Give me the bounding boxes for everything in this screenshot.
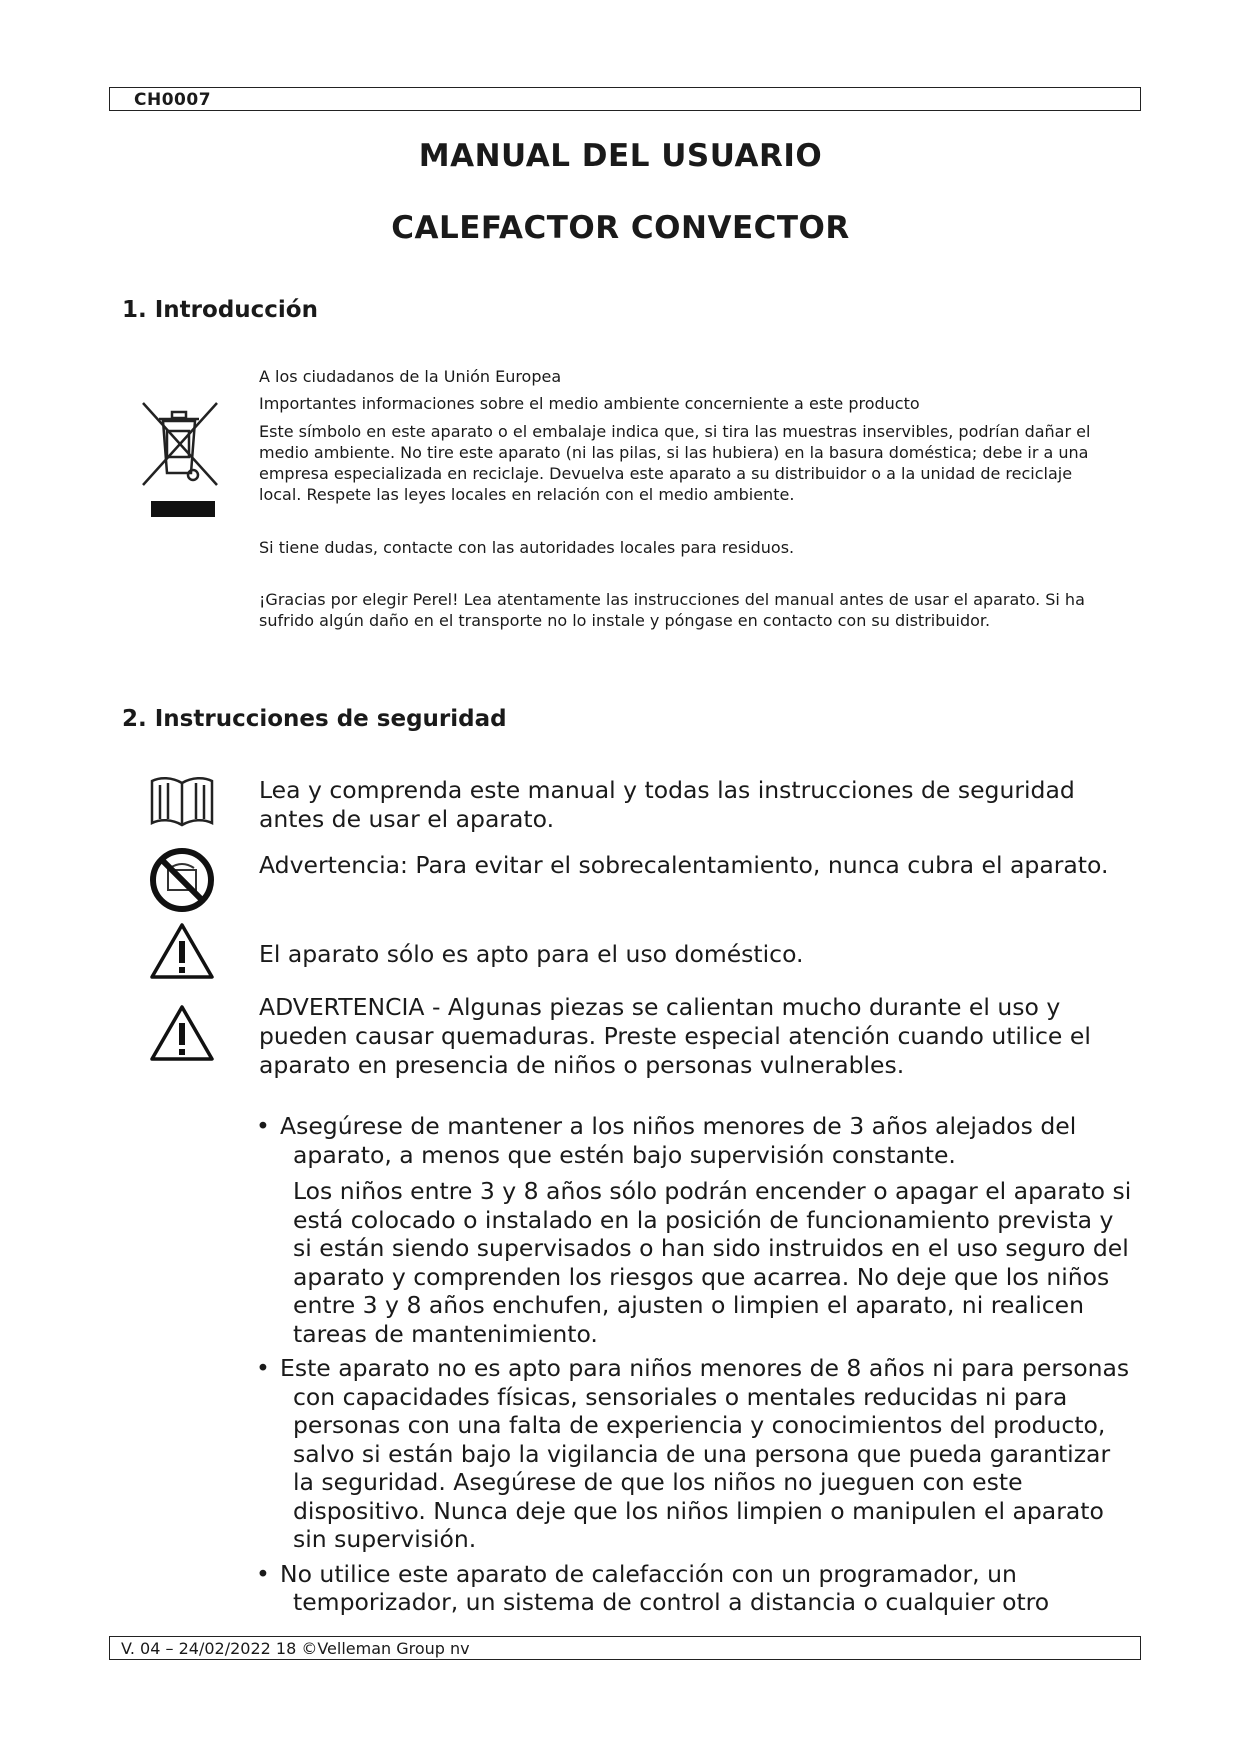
bullet-subparagraph: Los niños entre 3 y 8 años sólo podrán encender o apagar el aparato si está colocado o instalado en la posición de funcionamiento prevista y si están siendo supervisados o han sido instruidos en el uso seguro del aparato y comprenden los riesgos que acarrea. No deje que los niños entre 3 y 8 años enchufen, ajusten o limpien el aparato, ni realicen tareas de mantenimiento.: [293, 1177, 1132, 1348]
product-code: CH0007: [134, 90, 212, 110]
list-item: [256, 1112, 1136, 1348]
weee-crossed-bin-icon: [141, 401, 225, 521]
do-not-cover-icon: [148, 846, 216, 914]
read-manual-icon: [148, 775, 216, 829]
safety-hot-parts-text: ADVERTENCIA - Algunas piezas se calientan mucho durante el uso y pueden causar quemaduras. Preste especial atención cuando utilice el aparato en presencia de niños o personas vulnerables.: [259, 993, 1091, 1079]
bullet-dot: •: [256, 1354, 270, 1382]
intro-bold-environment: Importantes informaciones sobre el medio ambiente concerniente a este producto: [259, 394, 920, 413]
bullet-text: Este aparato no es apto para niños menores de 8 años ni para personas con capacidades físicas, sensoriales o mentales reducidas ni para personas con una falta de experiencia y conocimientos del producto, salvo si están bajo la vigilancia de una persona que pueda garantizar la seguridad. Asegúrese de que los niños no jueguen con este dispositivo. Nunca deje que los niños limpien o manipulen el aparato sin supervisión.: [280, 1354, 1130, 1553]
intro-bold-eu: A los ciudadanos de la Unión Europea: [259, 367, 562, 386]
safety-no-cover-text: Advertencia: Para evitar el sobrecalentamiento, nunca cubra el aparato.: [259, 851, 1109, 879]
intro-bold-contact: Si tiene dudas, contacte con las autoridades locales para residuos.: [259, 538, 795, 557]
safety-bullet-list: [256, 1112, 1136, 1623]
bullet-dot: •: [256, 1559, 270, 1588]
thanks-paragraph: ¡Gracias por elegir Perel! Lea atentamente las instrucciones del manual antes de usar el aparato. Si ha sufrido algún daño en el transporte no lo instale y póngase en contacto con su distribuidor.: [259, 590, 1085, 630]
bullet-dot: •: [256, 1112, 270, 1140]
footer-box: [109, 1636, 1141, 1660]
header-box: [109, 87, 1141, 111]
intro-paragraph: Este símbolo en este aparato o el embalaje indica que, si tira las muestras inservibles, podrían dañar el medio ambiente. No tire este aparato (ni las pilas, si las hubiera) en la basura doméstica; debe ir a una empresa especializada en reciclaje. Devuelva este aparato a su distribuidor o a la unidad de reciclaje local. Respete las leyes locales en relación con el medio ambiente.: [259, 422, 1091, 504]
section-heading-introduction: 1. Introducción: [122, 297, 318, 323]
list-item: [256, 1354, 1136, 1554]
section-heading-safety: 2. Instrucciones de seguridad: [122, 706, 507, 732]
bullet-text: Asegúrese de mantener a los niños menores de 3 años alejados del aparato, a menos que estén bajo supervisión constante.: [280, 1112, 1077, 1169]
safety-domestic-use-text: El aparato sólo es apto para el uso doméstico.: [259, 940, 804, 968]
warning-triangle-icon: [148, 921, 216, 981]
warning-triangle-icon: [148, 1003, 216, 1063]
product-title: CALEFACTOR CONVECTOR: [391, 210, 850, 246]
footer-text: V. 04 – 24/02/2022 18 ©Velleman Group nv: [121, 1639, 470, 1658]
list-item: [256, 1560, 1136, 1617]
bullet-text: No utilice este aparato de calefacción con un programador, un temporizador, un sistema de control a distancia o cualquier otro: [280, 1559, 1050, 1616]
safety-read-manual-text: Lea y comprenda este manual y todas las instrucciones de seguridad antes de usar el aparato.: [259, 776, 1075, 833]
manual-title: MANUAL DEL USUARIO: [418, 138, 823, 174]
